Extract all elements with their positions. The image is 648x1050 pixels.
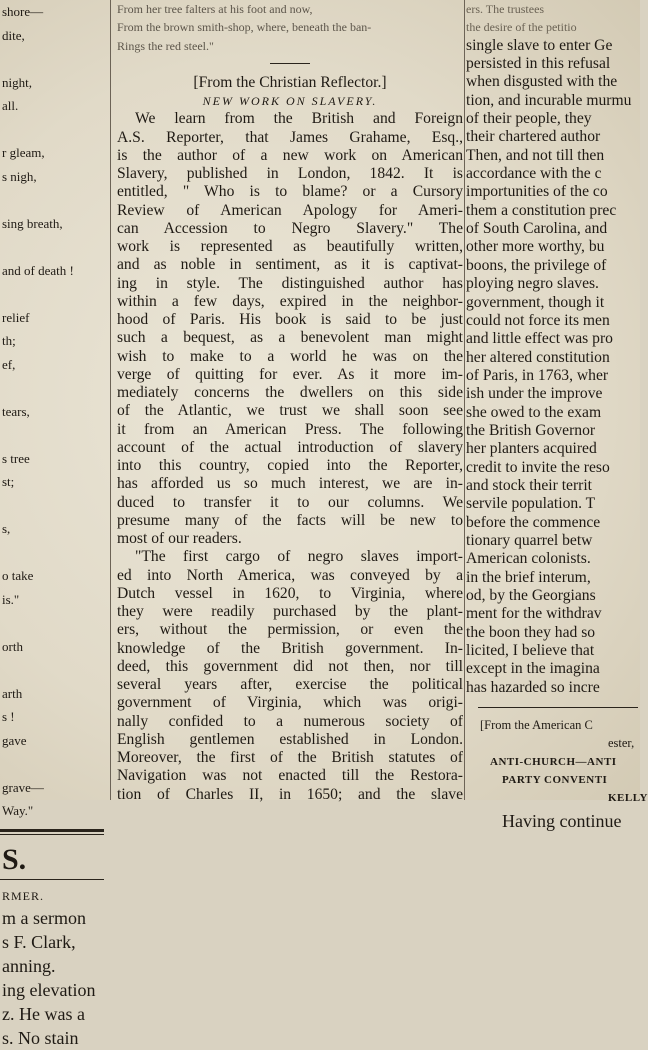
right-section-divider <box>478 707 638 708</box>
text-line: nally confided to a numerous society of <box>117 712 463 730</box>
right-column-lines <box>458 0 640 697</box>
text-line: dite, <box>2 27 25 43</box>
text-line: single slave to enter Ge <box>466 36 613 54</box>
text-line <box>0 282 104 306</box>
text-line: government of Virginia, which was origi- <box>117 694 463 712</box>
left-heading: RMER. <box>2 888 45 903</box>
text-line: wish to make to a world he was on the <box>117 347 463 365</box>
text-line <box>0 118 104 142</box>
text-line: tears, <box>2 403 30 419</box>
left-big-char: S. <box>2 842 27 876</box>
text-line: st; <box>2 474 15 489</box>
text-line: could not force its men <box>466 311 610 329</box>
text-line: ed into North America, was conveyed by a <box>117 566 463 584</box>
text-line: is." <box>2 591 20 607</box>
text-line: s tree <box>2 450 30 466</box>
text-line: before the commence <box>466 513 601 531</box>
text-line: r gleam, <box>2 145 45 160</box>
text-line: "The first cargo of negro slaves import- <box>135 548 463 566</box>
text-line: and of death ! <box>2 262 74 278</box>
text-line: can Accession to Negro Slavery." The <box>117 219 463 237</box>
article-headline: NEW WORK ON SLAVERY. <box>202 94 378 108</box>
text-line: presume many of the facts will be new to <box>117 511 463 529</box>
text-line: boons, the privilege of <box>466 256 607 274</box>
text-line: tion of Charles II, in 1650; and the slave <box>117 785 463 803</box>
right-column <box>458 0 648 831</box>
text-line: all. <box>2 98 19 113</box>
text-line: licited, I believe that <box>466 642 595 660</box>
text-line: most of our readers. <box>117 530 242 547</box>
text-line: Then, and not till then <box>466 146 605 164</box>
text-line: the boon they had so <box>466 623 596 641</box>
text-line <box>0 611 104 635</box>
text-line: o take <box>2 568 34 583</box>
text-line: it from an American Press. The following <box>117 420 463 438</box>
text-line: has hazarded so incre <box>466 678 600 696</box>
text-line: night, <box>2 74 32 90</box>
text-line: the British Governor <box>466 421 596 439</box>
text-line: duced to transfer it to our columns. We <box>117 493 463 511</box>
text-line <box>0 376 104 400</box>
text-line: th; <box>2 333 16 348</box>
text-line: her altered constitution <box>466 348 610 366</box>
text-line: their chartered author <box>466 128 601 146</box>
text-line: several years after, exercise the political <box>117 676 463 693</box>
right-caps-3: KELLY <box>608 792 648 805</box>
left-column-lines <box>0 0 104 823</box>
text-line: From her tree falters at his foot and now, <box>117 2 313 16</box>
text-line: into this country, copied into the Reporter, <box>117 457 463 474</box>
column-divider-thin <box>0 834 104 835</box>
text-line: ing elevation <box>2 979 96 1000</box>
text-line: has afforded us so much interest, we are in- <box>117 475 463 493</box>
text-line <box>0 188 104 212</box>
left-column-bottom-lines <box>0 906 104 1050</box>
text-line: ish under the improve <box>466 385 603 403</box>
text-line: Slavery, published in London, 1842. It is <box>117 165 463 182</box>
text-line: tion, and incurable murmu <box>466 91 632 109</box>
text-line: English gentlemen established in London. <box>117 730 463 748</box>
text-line: From the brown smith-shop, where, beneath the ban- <box>117 20 372 35</box>
text-line: knowledge of the British government. In- <box>117 639 463 657</box>
column-rule-left <box>110 0 111 800</box>
text-line <box>0 494 104 518</box>
article-source: [From the Christian Reflector.] <box>193 73 387 91</box>
right-caps-2: PARTY CONVENTI <box>502 774 608 787</box>
text-line: ef, <box>2 356 16 372</box>
text-line <box>0 47 104 71</box>
text-line <box>0 423 104 447</box>
text-line: Rings the red steel." <box>117 38 214 53</box>
text-line: s F. Clark, <box>2 931 76 952</box>
text-line: importunities of the co <box>466 183 608 201</box>
text-line <box>0 235 104 259</box>
column-divider-thin-2 <box>0 879 104 880</box>
text-line: her planters acquired <box>466 440 597 458</box>
text-line: s, <box>2 521 11 536</box>
text-line: ment for the withdrav <box>466 605 602 623</box>
text-line: ers, without the permission, or even the <box>117 621 463 639</box>
text-line: when disgusted with the <box>466 73 618 91</box>
text-line: We learn from the British and Foreign <box>135 110 463 128</box>
text-line: ers. The trustees <box>466 2 545 16</box>
text-line: sing breath, <box>2 215 63 231</box>
text-line <box>0 752 104 776</box>
text-line: them a constitution prec <box>466 201 617 219</box>
text-line: ploying negro slaves. <box>466 275 599 293</box>
text-line: A.S. Reporter, that James Grahame, Esq., <box>117 128 463 146</box>
text-line: they were readily purchased by the plant- <box>117 603 463 620</box>
right-caps-1: ANTI-CHURCH—ANTI <box>490 755 617 768</box>
text-line: anning. <box>2 955 56 976</box>
text-line: shore— <box>2 4 44 19</box>
text-line: credit to invite the reso <box>466 458 610 476</box>
text-line: Navigation was not enacted till the Restora- <box>117 767 463 785</box>
text-line: except in the imagina <box>466 660 600 678</box>
text-line: gave <box>2 732 27 748</box>
text-line: of their people, they <box>466 110 592 128</box>
text-line: relief <box>2 309 30 325</box>
text-line: the desire of the petitio <box>466 20 577 35</box>
text-line: and as noble in sentiment, as it is captivat- <box>117 256 463 274</box>
text-line: and stock their territ <box>466 476 593 494</box>
text-line: in the brief interum, <box>466 568 591 586</box>
text-line: government, though it <box>466 293 605 311</box>
section-divider <box>270 63 310 64</box>
text-line: verge of quitting for ever. As it more im- <box>117 365 463 383</box>
column-divider-thick <box>0 829 104 832</box>
text-line: od, by the Georgians <box>466 587 596 604</box>
text-line: within a few days, expired in the neighbor- <box>117 292 463 310</box>
text-line: work is represented as beautifully written, <box>117 238 463 255</box>
text-line: Moreover, the first of the British statutes of <box>117 749 463 766</box>
left-column <box>0 0 104 1048</box>
poem-tail <box>117 0 463 55</box>
text-line: of South Carolina, and <box>466 220 608 238</box>
text-line: entitled, " Who is to blame? or a Cursory <box>117 183 463 201</box>
text-line: m a sermon <box>2 907 86 928</box>
text-line: arth <box>2 685 23 701</box>
text-line: account of the actual introduction of slavery <box>117 438 463 456</box>
text-line: of the Atlantic, we trust we shall soon see <box>117 402 463 420</box>
text-line: and little effect was pro <box>466 330 613 348</box>
text-line: Way." <box>2 803 34 818</box>
text-line: of Paris, in 1763, wher <box>466 366 609 384</box>
text-line: accordance with the c <box>466 165 602 183</box>
text-line: Review of American Apology for Ameri- <box>117 201 463 219</box>
text-line: ing in style. The distinguished author has <box>117 274 463 292</box>
text-line: persisted in this refusal <box>466 55 611 73</box>
text-line: s nigh, <box>2 168 37 184</box>
text-line: mediately concerns the dwellers on this side <box>117 384 463 401</box>
text-line: is the author of a new work on American <box>117 146 463 164</box>
right-bottom-line: Having continue <box>502 810 622 831</box>
article-paragraph-2 <box>117 548 463 804</box>
text-line <box>0 541 104 565</box>
text-line: Dutch vessel in 1620, to Virginia, where <box>117 584 463 602</box>
text-line: other more worthy, bu <box>466 238 605 256</box>
text-line: orth <box>2 638 23 654</box>
text-line: servile population. T <box>466 495 596 513</box>
text-line: grave— <box>2 779 44 795</box>
text-line: tionary quarrel betw <box>466 531 593 549</box>
right-source-2: ester, <box>608 736 635 751</box>
text-line: z. He was a <box>2 1003 85 1024</box>
text-line <box>0 658 104 682</box>
article-paragraph-1 <box>117 110 463 548</box>
text-line: s. No stain <box>2 1027 79 1048</box>
text-line: hood of Paris. His book is said to be just <box>117 311 463 328</box>
text-line: she owed to the exam <box>466 403 602 421</box>
middle-column <box>117 0 463 803</box>
text-line: such a bequest, as a benevolent man might <box>117 329 463 347</box>
text-line: s ! <box>2 709 15 724</box>
text-line: American colonists. <box>466 550 591 568</box>
right-source: [From the American C <box>480 718 593 733</box>
text-line: deed, this government did not then, nor till <box>117 657 463 675</box>
